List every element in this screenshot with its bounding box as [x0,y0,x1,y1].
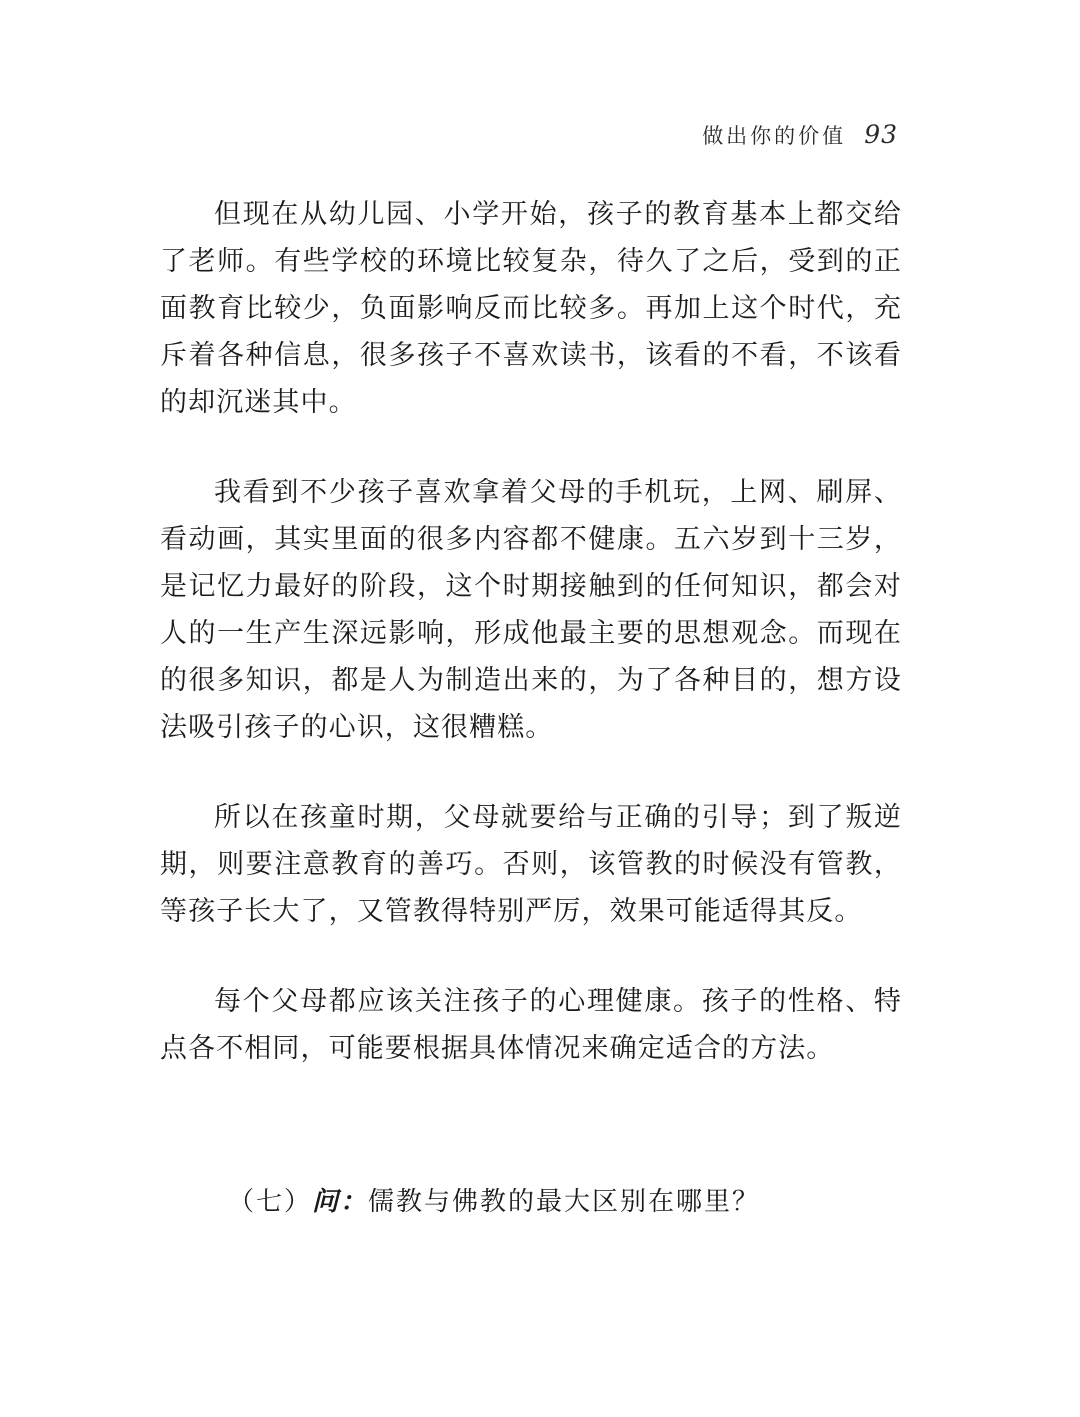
paragraph: 所以在孩童时期，父母就要给与正确的引导；到了叛逆期，则要注意教育的善巧。否则，该管教的时候没有管教，等孩子长大了，又管教得特别严厉，效果可能适得其反。 [160,802,902,927]
question-heading [228,1180,760,1224]
page-number: 93 [864,120,898,149]
question-number: （七） [228,1187,313,1217]
paragraph: 每个父母都应该关注孩子的心理健康。孩子的性格、特点各不相同，可能要根据具体情况来确定适合的方法。 [160,986,902,1064]
body-text [160,191,902,1115]
question-text: 儒教与佛教的最大区别在哪里？ [368,1187,761,1217]
running-head [702,120,898,150]
running-head-title: 做出你的价值 [702,124,847,148]
paragraph: 但现在从幼儿园、小学开始，孩子的教育基本上都交给了老师。有些学校的环境比较复杂，待久了之后，受到的正面教育比较少，负面影响反而比较多。再加上这个时代，充斥着各种信息，很多孩子不喜欢读书，该看的不看，不该看的却沉迷其中。 [160,199,902,418]
paragraph: 我看到不少孩子喜欢拿着父母的手机玩，上网、刷屏、看动画，其实里面的很多内容都不健康。五六岁到十三岁，是记忆力最好的阶段，这个时期接触到的任何知识，都会对人的一生产生深远影响，形成他最主要的思想观念。而现在的很多知识，都是人为制造出来的，为了各种目的，想方设法吸引孩子的心识，这很糟糕。 [160,477,902,743]
question-marker: 问： [312,1187,369,1217]
